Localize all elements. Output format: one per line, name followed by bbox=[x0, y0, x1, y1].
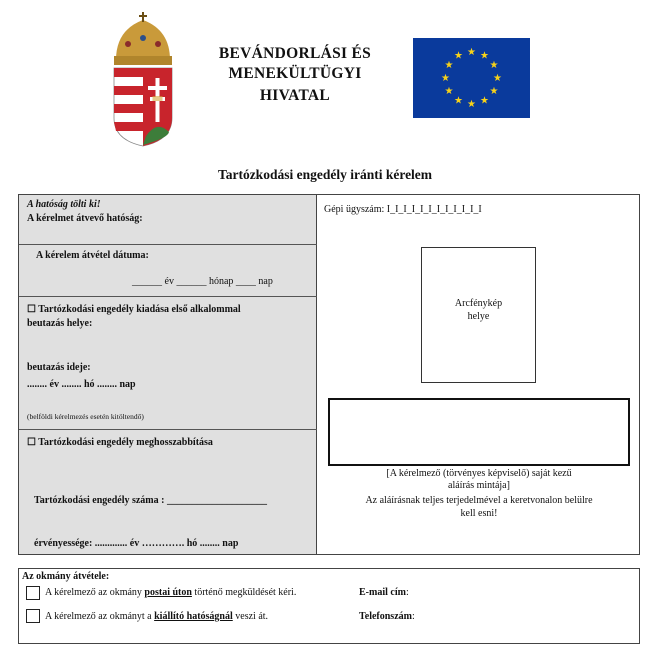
postal-delivery-checkbox[interactable] bbox=[26, 586, 40, 600]
pickup-heading: Az okmány átvétele: bbox=[22, 571, 110, 582]
eu-flag-icon bbox=[413, 38, 530, 118]
agency-name-line1: BEVÁNDORLÁSI ÉS bbox=[218, 45, 372, 62]
svg-text:★: ★ bbox=[454, 95, 463, 107]
phone-label: Telefonszám: bbox=[359, 611, 415, 622]
receipt-date-field[interactable]: ______ év ______ hónap ____ nap bbox=[132, 276, 273, 287]
validity-field[interactable]: érvényessége: ............. év …………. hó ........ nap bbox=[34, 538, 239, 549]
signature-instruction-4: kell esni! bbox=[460, 508, 498, 519]
svg-text:★: ★ bbox=[493, 73, 502, 84]
svg-text:★: ★ bbox=[480, 50, 489, 62]
entry-time-label: beutazás ideje: bbox=[27, 362, 91, 373]
signature-box[interactable] bbox=[328, 398, 630, 466]
permit-number-field[interactable]: Tartózkodási engedély száma : ____________________ bbox=[34, 495, 267, 506]
photo-label-line1: Arcfénykép bbox=[454, 298, 503, 309]
svg-text:★: ★ bbox=[454, 50, 463, 62]
section-divider bbox=[19, 296, 317, 297]
signature-instruction-1: [A kérelmező (törvényes képviselő) saját kezű bbox=[386, 468, 572, 479]
document-pickup-box bbox=[18, 568, 640, 644]
section-divider bbox=[19, 429, 317, 430]
svg-text:★: ★ bbox=[489, 60, 499, 71]
svg-text:★: ★ bbox=[467, 47, 476, 58]
entry-time-field[interactable]: ........ év ........ hó ........ nap bbox=[27, 379, 136, 390]
entry-place-label: beutazás helye: bbox=[27, 318, 93, 329]
photo-label-line2: helye bbox=[467, 311, 490, 322]
extension-option[interactable]: ☐ Tartózkodási engedély meghosszabbítása bbox=[27, 437, 213, 448]
case-number-field: Gépi ügyszám: I_I_I_I_I_I_I_I_I_I_I_I bbox=[324, 204, 482, 215]
svg-text:★: ★ bbox=[441, 73, 450, 84]
receipt-date-label: A kérelem átvétel dátuma: bbox=[36, 250, 149, 261]
authority-note: A hatóság tölti ki! bbox=[27, 199, 101, 210]
postal-delivery-label: A kérelmező az okmány postai úton történő megküldését kéri. bbox=[45, 587, 297, 598]
office-pickup-checkbox[interactable] bbox=[26, 609, 40, 623]
domestic-note: (belföldi kérelmezés esetén kitöltendő) bbox=[27, 412, 144, 421]
agency-name-line3: HIVATAL bbox=[259, 87, 331, 104]
agency-name-line2: MENEKÜLTÜGYI bbox=[228, 65, 362, 82]
receiving-authority-label: A kérelmet átvevő hatóság: bbox=[27, 213, 143, 224]
signature-instruction-3: Az aláírásnak teljes terjedelmével a keretvonalon belülre bbox=[365, 495, 593, 506]
svg-text:★: ★ bbox=[467, 99, 476, 110]
office-pickup-label: A kérelmező az okmányt a kiállító hatóságnál veszi át. bbox=[45, 611, 269, 622]
svg-text:★: ★ bbox=[444, 60, 454, 71]
svg-text:★: ★ bbox=[444, 86, 454, 97]
section-divider bbox=[19, 244, 317, 245]
form-title: Tartózkodási engedély iránti kérelem bbox=[217, 167, 433, 182]
svg-text:★: ★ bbox=[489, 86, 499, 97]
signature-instruction-2: aláírás mintája] bbox=[448, 480, 510, 491]
hungarian-coat-of-arms-icon bbox=[108, 8, 178, 148]
svg-text:★: ★ bbox=[480, 95, 489, 107]
email-label: E-mail cím: bbox=[359, 587, 409, 598]
first-issue-option[interactable]: ☐ Tartózkodási engedély kiadása első alkalommal bbox=[27, 304, 241, 315]
